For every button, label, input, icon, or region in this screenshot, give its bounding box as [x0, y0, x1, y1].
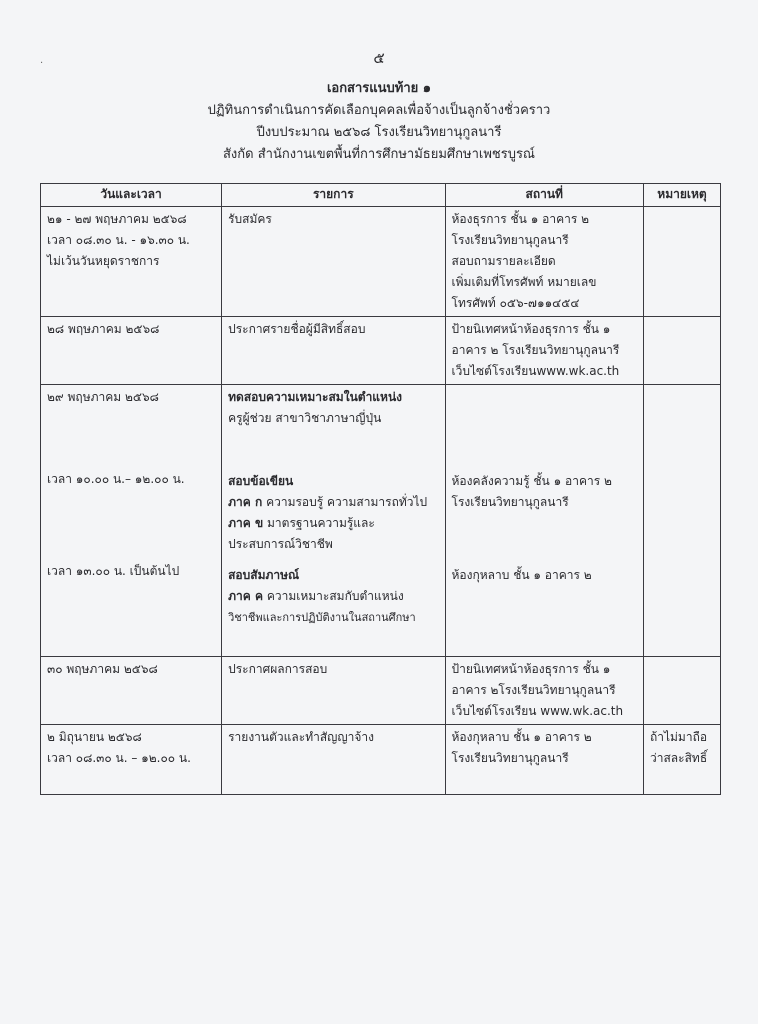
date-text: ๒๑ - ๒๗ พฤษภาคม ๒๕๖๘ — [47, 212, 187, 226]
place-text: โรงเรียนวิทยานุกูลนารี — [451, 233, 569, 247]
interview-title: สอบสัมภาษณ์ — [228, 568, 300, 582]
interview-time: เวลา ๑๓.๐๐ น. เป็นต้นไป — [47, 564, 180, 578]
place-text: อาคาร ๒โรงเรียนวิทยานุกูลนารี — [451, 683, 616, 697]
place-text: โรงเรียนวิทยานุกูลนารี — [451, 751, 569, 765]
document-heading — [0, 78, 758, 166]
header-item: รายการ — [222, 184, 445, 207]
note-cell — [643, 657, 720, 725]
date-cell — [41, 385, 222, 657]
item-cell — [222, 725, 445, 795]
date-note-text: ไม่เว้นวันหยุดราชการ — [47, 254, 160, 268]
scan-speck: · — [40, 58, 44, 69]
item-cell — [222, 385, 445, 657]
table-row — [41, 385, 721, 657]
part-c-line — [228, 586, 438, 607]
written-exam-time: เวลา ๑๐.๐๐ น.– ๑๒.๐๐ น. — [47, 472, 185, 486]
schedule-title: ปฏิทินการดำเนินการคัดเลือกบุคคลเพื่อจ้างเป็นลูกจ้างชั่วคราว — [207, 103, 551, 118]
place-text: อาคาร ๒ โรงเรียนวิทยานุกูลนารี — [451, 343, 620, 357]
affiliation-line: สังกัด สำนักงานเขตพื้นที่การศึกษามัธยมศึกษาเพชรบูรณ์ — [223, 147, 535, 162]
date-text: ๒๙ พฤษภาคม ๒๕๖๘ — [47, 390, 159, 404]
position-text: ครูผู้ช่วย สาขาวิชาภาษาญี่ปุ่น — [228, 411, 382, 425]
part-c-label: ภาค ค — [228, 589, 263, 603]
item-text: รายงานตัวและทำสัญญาจ้าง — [228, 730, 374, 744]
part-b-label: ภาค ข — [228, 516, 264, 530]
place-cell — [445, 657, 643, 725]
date-text: ๒ มิถุนายน ๒๕๖๘ — [47, 730, 142, 744]
time-text: เวลา ๐๘.๓๐ น. – ๑๒.๐๐ น. — [47, 751, 191, 765]
page-number: ๕ — [373, 49, 385, 67]
date-cell — [41, 207, 222, 317]
part-c-text: ความเหมาะสมกับตำแหน่ง — [266, 589, 404, 603]
item-text: ประกาศรายชื่อผู้มีสิทธิ์สอบ — [228, 322, 366, 336]
item-text: รับสมัคร — [228, 212, 272, 226]
place-cell — [445, 725, 643, 795]
note-cell — [643, 725, 720, 795]
place-text: ห้องคลังความรู้ ชั้น ๑ อาคาร ๒ — [451, 474, 612, 488]
note-text: ถ้าไม่มาถือ — [649, 730, 708, 744]
date-cell — [41, 657, 222, 725]
place-text: สอบถามรายละเอียด — [451, 254, 556, 268]
place-text: โรงเรียนวิทยานุกูลนารี — [451, 495, 569, 509]
item-cell — [222, 207, 445, 317]
table-row — [41, 317, 721, 385]
header-date: วันและเวลา — [41, 184, 222, 207]
note-text: ว่าสละสิทธิ์ — [649, 751, 708, 765]
schedule-table — [40, 183, 721, 795]
part-b-line — [228, 513, 438, 534]
phone-text: โทรศัพท์ ๐๕๖-๗๑๑๔๕๔ — [451, 296, 580, 310]
date-text: ๒๘ พฤษภาคม ๒๕๖๘ — [47, 322, 160, 336]
table-row — [41, 207, 721, 317]
part-a-label: ภาค ก — [228, 495, 263, 509]
exam-title: ทดสอบความเหมาะสมในตำแหน่ง — [228, 390, 403, 404]
place-cell — [445, 207, 643, 317]
place-text: ห้องธุรการ ชั้น ๑ อาคาร ๒ — [451, 212, 589, 226]
note-cell — [643, 207, 720, 317]
part-c-text-cont: วิชาชีพและการปฏิบัติงานในสถานศึกษา — [228, 611, 416, 624]
place-cell — [445, 385, 643, 657]
note-cell — [643, 385, 720, 657]
place-text: ป้ายนิเทศหน้าห้องธุรการ ชั้น ๑ — [451, 322, 611, 336]
item-text: ประกาศผลการสอบ — [228, 662, 328, 676]
table-row — [41, 657, 721, 725]
date-text: ๓๐ พฤษภาคม ๒๕๖๘ — [47, 662, 158, 676]
website-text: เว็บไซต์โรงเรียน www.wk.ac.th — [451, 704, 624, 718]
place-text: ป้ายนิเทศหน้าห้องธุรการ ชั้น ๑ — [451, 662, 611, 676]
item-cell — [222, 657, 445, 725]
note-cell — [643, 317, 720, 385]
website-text: เว็บไซต์โรงเรียนwww.wk.ac.th — [451, 364, 620, 378]
written-exam-title: สอบข้อเขียน — [228, 474, 294, 488]
part-a-text: ความรอบรู้ ความสามารถทั่วไป — [266, 495, 428, 509]
attachment-title: เอกสารแนบท้าย ๑ — [326, 81, 432, 96]
part-a-line — [228, 492, 438, 513]
time-text: เวลา ๐๘.๓๐ น. - ๑๖.๓๐ น. — [47, 233, 190, 247]
header-note: หมายเหตุ — [643, 184, 720, 207]
place-text: ห้องกุหลาบ ชั้น ๑ อาคาร ๒ — [451, 568, 592, 582]
date-cell — [41, 725, 222, 795]
place-text: ห้องกุหลาบ ชั้น ๑ อาคาร ๒ — [451, 730, 592, 744]
header-place: สถานที่ — [445, 184, 643, 207]
table-row — [41, 725, 721, 795]
date-cell — [41, 317, 222, 385]
part-b-text-cont: ประสบการณ์วิชาชีพ — [228, 537, 333, 551]
place-cell — [445, 317, 643, 385]
fiscal-year-line: ปีงบประมาณ ๒๕๖๘ โรงเรียนวิทยานุกูลนารี — [256, 125, 502, 140]
table-header-row — [41, 184, 721, 207]
part-b-text: มาตรฐานความรู้และ — [267, 516, 375, 530]
place-text: เพิ่มเติมที่โทรศัพท์ หมายเลข — [451, 275, 597, 289]
item-cell — [222, 317, 445, 385]
